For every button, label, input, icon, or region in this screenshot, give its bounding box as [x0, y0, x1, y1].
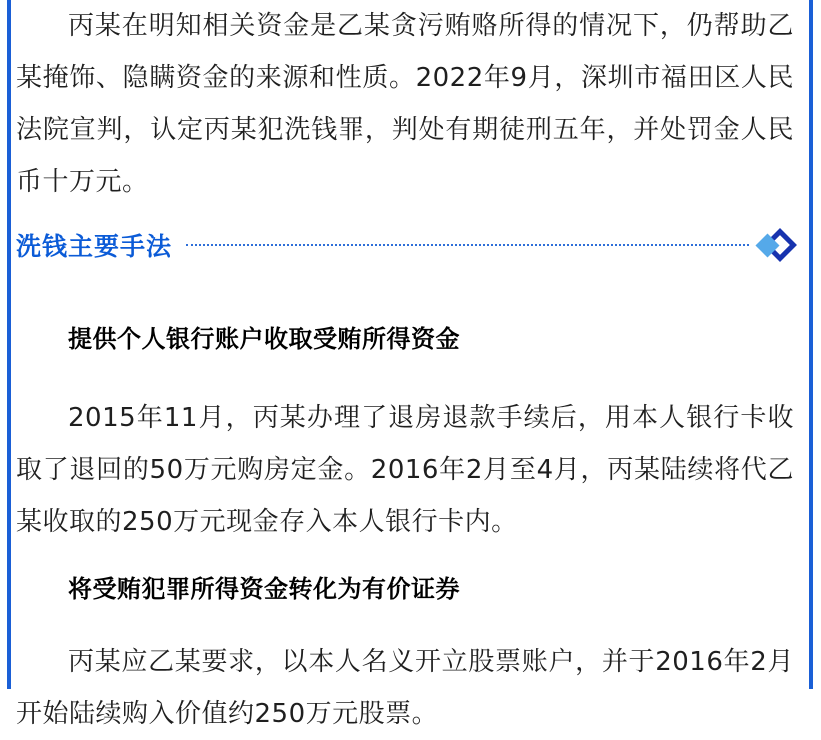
section-title: 洗钱主要手法: [16, 232, 173, 261]
section-header: [16, 228, 794, 262]
diamond-icons: [759, 233, 792, 257]
method-heading-1: 提供个人银行账户收取受贿所得资金: [68, 325, 460, 353]
article-content: [16, 0, 794, 740]
method-paragraph-1: 2015年11月，丙某办理了退房退款手续后，用本人银行卡收取了退回的50万元购房定金。2016年2月至4月，丙某陆续将代乙某收取的250万元现金存入本人银行卡内。: [16, 403, 794, 537]
method-heading-2: 将受贿犯罪所得资金转化为有价证券: [68, 575, 460, 603]
method-paragraph-2: 丙某应乙某要求，以本人名义开立股票账户，并于2016年2月开始陆续购入价值约250万元股票。: [16, 647, 794, 729]
page-right-border: [809, 0, 813, 689]
page-left-border: [7, 0, 11, 689]
dotted-divider: [186, 244, 749, 246]
intro-paragraph: 丙某在明知相关资金是乙某贪污贿赂所得的情况下，仍帮助乙某掩饰、隐瞒资金的来源和性质。2022年9月，深圳市福田区人民法院宣判，认定丙某犯洗钱罪，判处有期徒刑五年，并处罚金人民币十万元。: [16, 11, 794, 197]
